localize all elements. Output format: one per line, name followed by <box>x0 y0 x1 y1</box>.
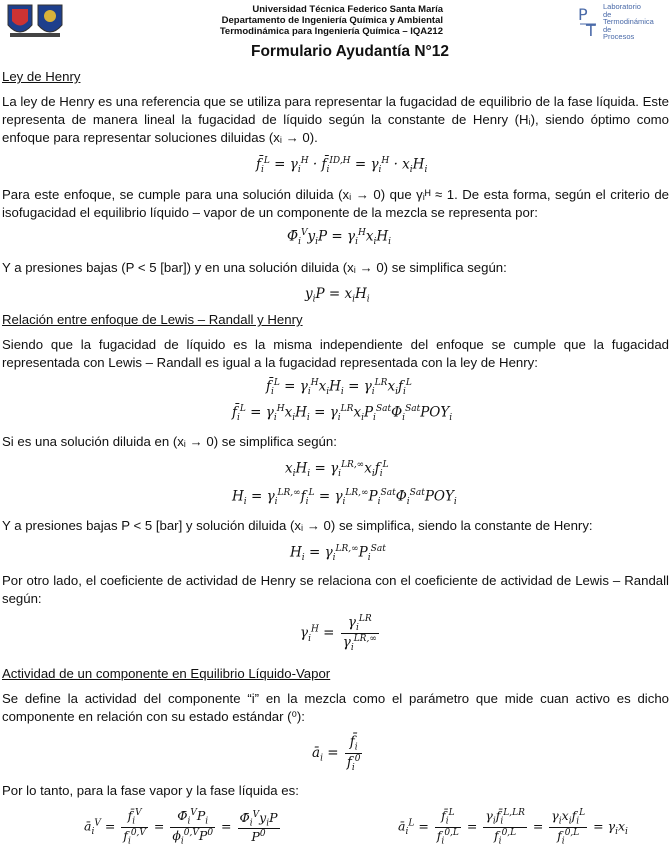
paragraph-henry-isofugacity: Para este enfoque, se cumple para una solución diluida (xᵢ → 0) que γᵢᴴ ≈ 1. De esta forma, según el criterio de isofugacidad el equilibrio líquido – vapor de un componente de la mezcla se representa por: <box>2 187 669 220</box>
equation-relation-2: $f̄_i^L = \gamma_i^Hx_iH_i = \gamma_i^{LR}x_iP_i^{Sat}\Phi_i^{Sat}POY_i$ <box>232 404 453 424</box>
equation-activity-liquid: $ā_i^L$ = $\frac{f̄_i^L}{f_i^{0,L}}$ = $\frac{\gamma_if̄_i^{L,LR}}{f_i^{0,L}}$ = $\frac{\gamma_ix_if_i^L}{f_i^{0,L}}$ = $\gamma_ix_i$ <box>398 808 628 847</box>
equation-henry-fugacity: $f̄_i^L = \gamma_i^H$ · $f̄_i^{ID,H} = \gamma_i^H \cdot x_iH_i$ <box>256 156 428 176</box>
page-title: Formulario Ayudantía N°12 <box>251 43 449 60</box>
equation-activity-definition: $ā_i$ = $\frac{f̄_i}{f_i^0}$ <box>312 734 361 773</box>
course-name: Termodinámica para Ingeniería Química – IQA212 <box>219 26 443 37</box>
equation-henry-simplified: $y_iP = x_iH_i$ <box>305 286 370 305</box>
university-name: Universidad Técnica Federico Santa María <box>252 4 443 15</box>
lab-logo-text-4: de <box>603 24 612 34</box>
department-name: Departamento de Ingeniería Química y Ambiental <box>221 15 443 26</box>
paragraph-relation-dilute: Si es una solución diluida en (xᵢ → 0) se simplifica según: <box>2 434 337 449</box>
lab-logo-text-3: Termodinámica <box>603 17 654 26</box>
paragraph-relation-activity-coefficient: Por otro lado, el coeficiente de actividad de Henry se relaciona con el coeficiente de actividad de Lewis – Randall según: <box>2 573 669 606</box>
equation-henry-constant: $H_i = \gamma_i^{LR,\infty}P_i^{Sat}$ <box>290 544 386 564</box>
paragraph-henry-low-pressure: Y a presiones bajas (P < 5 [bar]) y en una solución diluida (xᵢ → 0) se simplifica según: <box>2 260 507 275</box>
paragraph-relation-henry-constant: Y a presiones bajas P < 5 [bar] y solución diluida (xᵢ → 0) se simplifica, siendo la constante de Henry: <box>2 518 593 533</box>
svg-text:P: P <box>578 5 588 24</box>
paragraph-relation-intro: Siendo que la fugacidad de líquido es la misma independiente del enfoque se cumple que la fugacidad representada con Lewis – Randall es igual a la fugacidad representada con la ley de Henry: <box>2 337 669 370</box>
paragraph-activity-definition: Se define la actividad del componente “i” en la mezcla como el parámetro que mide cuan activo es dicho componente en relación con su estado estándar (⁰): <box>2 691 669 724</box>
university-logo <box>6 3 66 39</box>
equation-relation-1: $f̄_i^L = \gamma_i^Hx_iH_i = \gamma_i^{LR}x_if_i^L$ <box>266 378 412 398</box>
svg-text:T: T <box>586 21 596 40</box>
equation-henry-vle: $\Phī_i^Vy_iP = \gamma_i^Hx_iH_i$ <box>287 228 391 248</box>
equation-activity-vapor: $ā_i^V$ = $\frac{f̄_i^V}{f_i^{0,V}}$ = $\frac{\Phī_i^VP_i}{\phi_i^{0,V}P^0}$ = $\frac{\Phī_i^Vy_iP}{P^0}$ <box>84 808 278 847</box>
section-heading-henry: Ley de Henry <box>2 69 81 84</box>
section-heading-activity: Actividad de un componente en Equilibrio Líquido-Vapor <box>2 666 331 681</box>
equation-relation-dilute-2: $H_i = \gamma_i^{LR,\infty}f_i^L = \gamma_i^{LR,\infty}P_i^{Sat}\Phi_i^{Sat}POY_i$ <box>232 488 457 508</box>
section-heading-relation: Relación entre enfoque de Lewis – Randall y Henry <box>2 312 303 327</box>
lab-logo-text-2: de <box>603 9 612 19</box>
lab-logo-text-1: Laboratorio <box>603 2 641 11</box>
paragraph-activity-phases: Por lo tanto, para la fase vapor y la fase líquida es: <box>2 783 299 798</box>
lab-logo-text-5: Procesos <box>603 32 635 41</box>
paragraph-henry-intro: La ley de Henry es una referencia que se utiliza para representar la fugacidad de equilibrio de la fase líquida. Este representa de manera lineal la fugacidad de líquido según la constante de Henry (Hᵢ), siendo óptimo como enfoque para representar soluciones diluidas (xᵢ → 0). <box>2 94 669 145</box>
equation-relation-dilute-1: $x_iH_i = \gamma_i^{LR,\infty}x_if_i^L$ <box>285 460 389 480</box>
lab-logo <box>576 2 670 40</box>
equation-activity-coefficient-ratio: $\gamma_i^H$ = $\frac{\gamma_i^{LR}}{\gamma_i^{LR,\infty}}$ <box>300 614 377 654</box>
